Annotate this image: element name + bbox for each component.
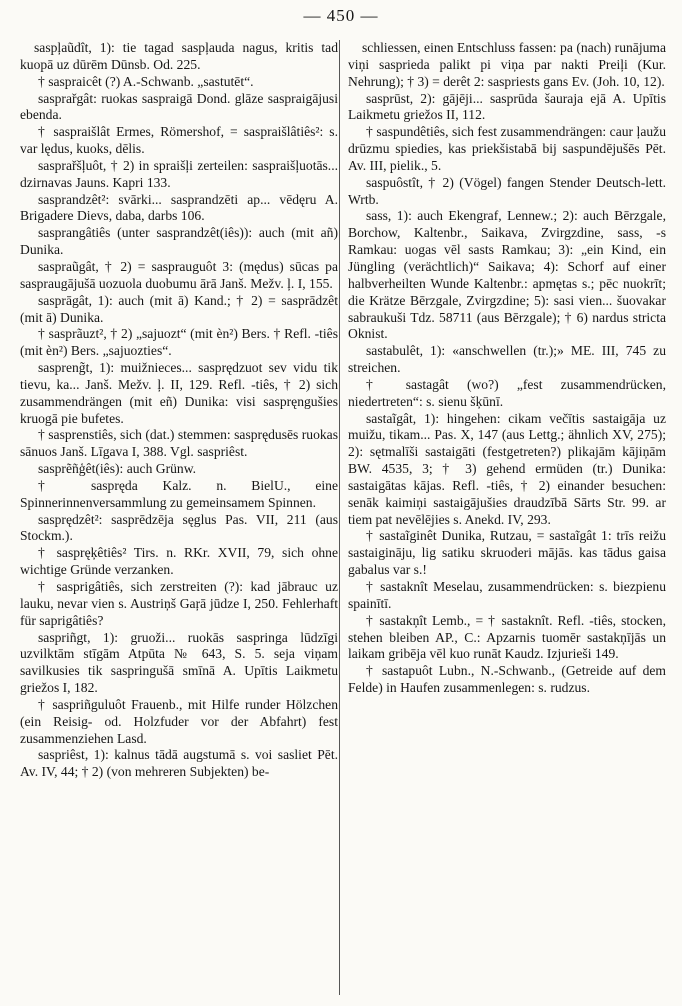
dictionary-entry: schliessen, einen Entschluss fassen: pa (nach) runājuma viņi sasprieda palikt pi viņa par nakti Preiļi (Kur. Nehrung); † 3) = derêt 2: saspriests gans Ev. (Joh. 10, 12). bbox=[348, 40, 666, 89]
right-column bbox=[348, 40, 666, 697]
dictionary-entry: † saspręda Kalz. n. BielU., eine Spinnerinnenversammlung zu gemeinsamem Spinnen. bbox=[20, 477, 338, 510]
dictionary-entry: † saspraicêt (?) A.-Schwanb. „sastutēt“. bbox=[38, 73, 254, 89]
dictionary-entry: sasprařšļuôt, † 2) in spraišļi zerteilen: saspraišļuotās... dzirnavas Jauns. Kapri 133. bbox=[20, 157, 338, 190]
dictionary-entry: sasprandzêt²: svārki... sasprandzēti ap... vēdęru A. Brigadere Dievs, daba, darbs 106. bbox=[20, 191, 338, 224]
dictionary-entry: sasprařgât: ruokas saspraigā Dond. glāze saspraigājusi ebenda. bbox=[20, 90, 338, 123]
column-divider bbox=[339, 40, 340, 995]
dictionary-entry: sasprangâtiês (unter sasprandzêt(iês)): auch (mit añ) Dunika. bbox=[20, 225, 338, 258]
dictionary-entry: † sastaknît Meselau, zusammendrücken: s. biezpienu spainītī. bbox=[348, 579, 666, 611]
dictionary-entry: saspriñgt, 1): gruoži... ruokās saspringa lūdzīgi uzvilktām stīgām Atpūta № 643, S. 5. seja viņam savilkusies tik saspringušā smīnā A. Upītis Laikmetu griežos I, 182. bbox=[20, 629, 338, 696]
dictionary-entry: saspraũgât, † 2) = sasprauguôt 3: (mędus) sūcas pa saspraugājušā uozuola duobumu ārā Janš. Mežv. ļ. I, 155. bbox=[20, 258, 338, 291]
dictionary-entry: sastabulêt, 1): «anschwellen (tr.);» ME. III, 745 zu streichen. bbox=[348, 343, 666, 376]
dictionary-entry: sastaĩgât, 1): hingehen: cikam večītis sastaigāja uz muižu, tikam... Pas. X, 147 (aus Lettg.; ähnlich XV, 275); 2): sętmalīši sastaigāti (festgetreten?) plikajām kājiņām BW. 4535, 3; † 3) gehend ermüden (tr.) Dunika: sastaigātas kājas. Refl. -tiês, † 2) einander besuchen: senāk kaimiņi sastaigājušies draudzībā Sārts Str. 99. ar tiem pat nevēlējies s. Anekd. IV, 293. bbox=[348, 410, 666, 527]
dictionary-entry: sasprūst, 2): gājēji... sasprūda šauraja ejā A. Upītis Laikmetu griežos II, 112. bbox=[348, 90, 666, 123]
left-column bbox=[20, 40, 338, 781]
dictionary-entry: saspuôstît, † 2) (Vögel) fangen Stender Deutsch-lett. Wrtb. bbox=[348, 174, 666, 207]
dictionary-entry: sasprędzêt²: sasprēdzēja sęglus Pas. VII, 211 (aus Stockm.). bbox=[20, 511, 338, 544]
dictionary-entry: † sasprigâtiês, sich zerstreiten (?): kad jābrauc uz lauku, nevar vien s. Austriņš Gaŗā jūdze I, 250. Fehlerhaft für saprigâtiês? bbox=[20, 579, 338, 628]
dictionary-entry: sass, 1): auch Ekengraf, Lennew.; 2): auch Bērzgale, Borchow, Kaltenbr., Saikava, Zvirgzdine, sass, -s Ramkau: uogas vēl sasts Ramkau; 3): „ein Kind, ein Jüngling (verächtlich)“ Saikava; 4): Schorf auf einer halbverheilten Wunde Kaltenbr.: apmętas s.; pēc nuokrīt; die Krätze Bērzgale, Zvirgzdine; 5): sasi vien... šuovakar sabraukuši Tdz. 58711 (aus Bērzgale); † 6) nardus stricta Oknist. bbox=[348, 208, 666, 342]
dictionary-entry: † sastagât (wo?) „fest zusammendrücken, niedertreten“: s. sienu šķūnī. bbox=[348, 376, 666, 409]
dictionary-entry: † sasprãuzt², † 2) „sajuozt“ (mit èn²) Bers. † Refl. -tiês (mit èn²) Bers. „sajuozties“. bbox=[20, 326, 338, 359]
dictionary-entry: sasprāgât, 1): auch (mit ā) Kand.; † 2) = sasprādzêt (mit ā) Dunika. bbox=[20, 292, 338, 325]
page-number: — 450 — bbox=[303, 6, 379, 25]
dictionary-entry: † sasprenstiês, sich (dat.) stemmen: sasprędusēs ruokas sānuos Janš. Līgava I, 388. Vgl. saspriêst. bbox=[20, 427, 338, 460]
dictionary-entry: † sastakņît Lemb., = † sastaknît. Refl. -tiês, stocken, stehen bleiben AP., C.: Apzarnis tuomēr sastakņījās un laikam gribēja vēl kuo runāt Kaudz. Izjurieši 149. bbox=[348, 612, 666, 662]
dictionary-entry: saspļaũdît, 1): tie tagad saspļauda nagus, kritis tad kuopā uz dūrēm Dūnsb. Od. 225. bbox=[20, 40, 338, 72]
dictionary-entry: † sastapuôt Lubn., N.-Schwanb., (Getreide auf dem Felde) in Haufen zusammenlegen: s. rudzus. bbox=[348, 663, 666, 696]
dictionary-entry: saspriêst, 1): kalnus tādā augstumā s. voi sasliet Pēt. Av. IV, 44; † 2) (von mehreren Subjekten) be- bbox=[20, 747, 338, 780]
dictionary-entry: † saspraišlât Ermes, Römershof, = saspraišlâtiês²: s. var lędus, kuoks, dēlis. bbox=[20, 124, 338, 157]
dictionary-entry: † sastaĩginêt Dunika, Rutzau, = sastaĩgât 1: trīs reižu sastaigināju, lig satiku skruoderi mājās. kas tādus gaisa gabalus var s.! bbox=[348, 528, 666, 578]
dictionary-entry: † saspriñguluôt Frauenb., mit Hilfe runder Hölzchen (ein Reisig- od. Holzfuder vor der Abfahrt) fest zusammenziehen Lasd. bbox=[20, 696, 338, 746]
dictionary-entry: † saspundêtiês, sich fest zusammendrängen: caur ļaužu drūzmu spiedies, kas priekšistabā bij saspundējušēs Pēt. Av. III, pielik., 5. bbox=[348, 124, 666, 173]
dictionary-entry: saspreng̃t, 1): muižnieces... sasprędzuot sev vidu tik tievu, ka... Janš. Mežv. ļ. II, 129. Refl. -tiês, † 2) sich zusammendrängen (mit eñ) Dunika: visi saspręngušies kruogā pie bufetes. bbox=[20, 360, 338, 426]
dictionary-entry: sasprẽñģêt(iês): auch Grünw. bbox=[38, 461, 197, 477]
dictionary-entry: † saspręķêtiês² Tirs. n. RKr. XVII, 79, sich ohne wichtige Gründe verzanken. bbox=[20, 545, 338, 578]
